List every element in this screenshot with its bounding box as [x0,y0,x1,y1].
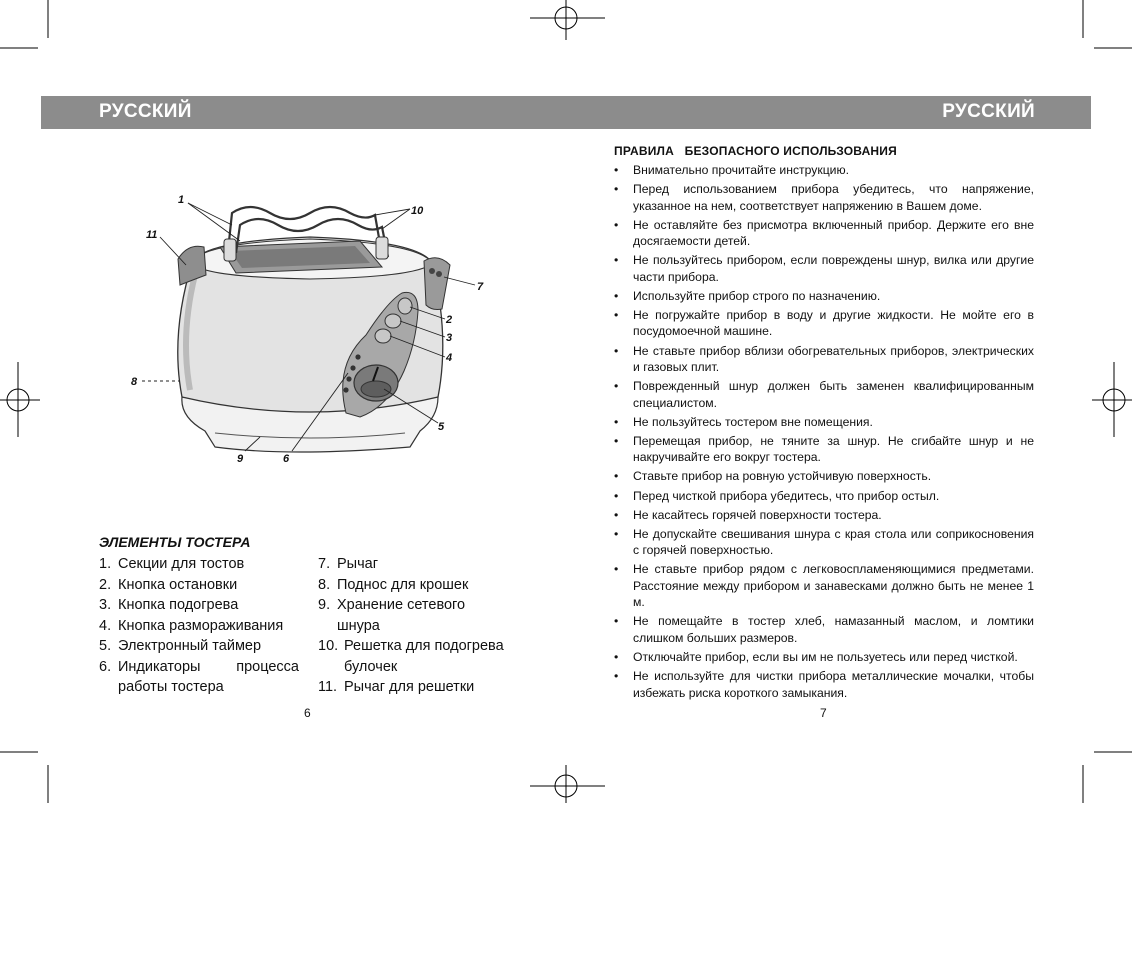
list-item-number: 6. [99,658,112,675]
safety-rule-text: Не касайтесь горячей поверхности тостера. [633,507,882,522]
list-item [614,162,1034,179]
list-item-text: Поднос для крошек [337,576,469,593]
bullet-icon: • [614,614,619,629]
list-item-number: 3. [99,597,112,613]
callout-2: 2 [446,314,453,326]
list-item [614,507,1034,524]
bullet-icon: • [614,182,619,197]
list-item-number: 7. [318,556,331,572]
parts-section-title: ЭЛЕМЕНТЫ ТОСТЕРА [99,534,251,550]
list-item-number: 8. [318,576,331,593]
bullet-icon: • [614,379,619,394]
safety-rule-text: Не оставляйте без присмотра включенный прибор. Держите его вне досягаемости детей. [633,217,1034,249]
parts-list-column-b [318,554,538,698]
list-item-number: 9. [318,597,331,613]
list-item [614,181,1034,214]
list-item [99,595,299,616]
page-number-right: 7 [820,706,827,720]
list-item [614,526,1034,559]
bullet-icon: • [614,433,619,448]
list-item-number: 2. [99,576,112,593]
bullet-icon: • [614,526,619,541]
list-item [614,613,1034,646]
list-item [99,554,299,575]
list-item [318,677,538,698]
callout-9: 9 [237,453,244,465]
list-item [614,307,1034,340]
list-item [318,554,538,575]
parts-list-column-a [99,554,299,698]
callout-1: 1 [178,194,185,206]
list-item [99,575,299,596]
bullet-icon: • [614,343,619,358]
bullet-icon: • [614,650,619,664]
safety-rule-text: Не пользуйтесь прибором, если повреждены шнур, вилка или другие части прибора. [633,253,1034,284]
list-item [614,488,1034,505]
safety-rule-text: Не помещайте в тостер хлеб, намазанный маслом, и ломтики слишком больших размеров. [633,614,1034,645]
list-item [99,636,299,657]
list-item-text: Индикаторы процесса работы тостера [118,658,299,695]
list-item-text: Решетка для подогрева булочек [344,638,504,675]
safety-rule-text: Перед использованием прибора убедитесь, что напряжение, указанное на нем, соответствует напряжению в Вашем доме. [633,182,1034,213]
list-item-text: Кнопка остановки [118,576,238,593]
bullet-icon: • [614,469,619,484]
list-item-text: Кнопка размораживания [118,617,284,634]
list-item [318,636,538,677]
safety-rule-text: Ставьте прибор на ровную устойчивую поверхность. [633,469,932,484]
safety-rule-text: Не используйте для чистки прибора металлические мочалки, чтобы избежать риска короткого замыкания. [633,669,1034,700]
callout-3: 3 [446,332,453,344]
callout-4: 4 [446,352,453,364]
list-item-text: Хранение сетевого шнура [337,597,466,634]
list-item [614,561,1034,611]
safety-rule-text: Внимательно прочитайте инструкцию. [633,163,850,177]
bullet-icon: • [614,288,619,303]
language-header-bar [41,96,1091,129]
list-item [614,288,1034,305]
callout-8: 8 [131,376,138,388]
safety-rules-title: ПРАВИЛА БЕЗОПАСНОГО ИСПОЛЬЗОВАНИЯ [614,144,897,158]
list-item [614,252,1034,285]
bullet-icon: • [614,307,619,322]
list-item-number: 11. [318,679,338,695]
bullet-icon: • [614,217,619,232]
list-item-text: Электронный таймер [118,638,262,654]
safety-rules-list [614,162,1034,704]
list-item [614,343,1034,376]
list-item [614,433,1034,466]
safety-rule-text: Отключайте прибор, если вы им не пользуетесь или перед чисткой. [633,650,1018,664]
list-item [614,649,1034,666]
bullet-icon: • [614,253,619,268]
language-label-left: РУССКИЙ [99,101,192,122]
list-item-text: Секции для тостов [118,556,245,572]
bullet-icon: • [614,488,619,503]
list-item [318,595,538,636]
callout-6: 6 [283,453,290,465]
safety-rule-text: Не пользуйтесь тостером вне помещения. [633,414,873,429]
list-item [614,468,1034,485]
list-item [99,616,299,637]
bullet-icon: • [614,163,619,177]
safety-rule-text: Используйте прибор строго по назначению. [633,288,881,303]
bullet-icon: • [614,414,619,429]
list-item [614,217,1034,250]
list-item-number: 5. [99,638,112,654]
page-number-left: 6 [304,706,311,720]
bullet-icon: • [614,562,619,577]
safety-rule-text: Не ставьте прибор вблизи обогревательных приборов, электрических и газовых плит. [633,343,1034,375]
callout-7: 7 [477,281,484,293]
list-item-text: Кнопка подогрева [118,597,239,613]
list-item-number: 1. [99,556,112,572]
bullet-icon: • [614,507,619,522]
safety-rule-text: Поврежденный шнур должен быть заменен квалифицированным специалистом. [633,379,1034,410]
toaster-diagram [120,185,500,475]
list-item [614,378,1034,411]
safety-rule-text: Не допускайте свешивания шнура с края стола или соприкосновения с горячей поверхностью. [633,526,1034,558]
language-label-right: РУССКИЙ [942,101,1035,122]
list-item-number: 4. [99,617,112,634]
callout-11: 11 [146,229,158,241]
list-item-text: Рычаг для решетки [344,679,475,695]
safety-rule-text: Не ставьте прибор рядом с легковоспламеняющимися предметами. Расстояние между прибором и занавесками должно быть не менее 1 м. [633,562,1034,610]
list-item-number: 10. [318,638,339,654]
list-item [318,575,538,596]
safety-rule-text: Перемещая прибор, не тяните за шнур. Не сгибайте шнур и не накручивайте его вокруг тостера. [633,433,1034,465]
list-item-text: Рычаг [337,556,379,572]
list-item [99,657,299,698]
callout-5: 5 [438,421,445,433]
list-item [614,414,1034,431]
list-item [614,668,1034,701]
toaster-illustration [178,207,453,452]
safety-rule-text: Перед чисткой прибора убедитесь, что прибор остыл. [633,488,940,503]
callout-10: 10 [411,205,424,217]
safety-rule-text: Не погружайте прибор в воду и другие жидкости. Не мойте его в посудомоечной машине. [633,307,1034,339]
bullet-icon: • [614,669,619,684]
